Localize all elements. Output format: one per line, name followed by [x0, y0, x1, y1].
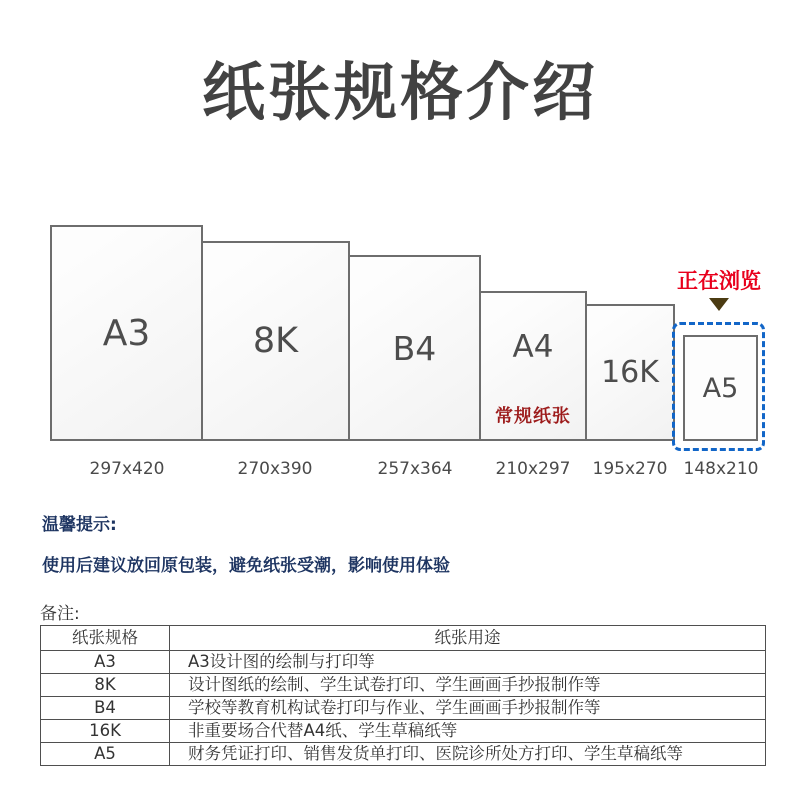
usage-cell: 学校等教育机构试卷打印与作业、学生画画手抄报制作等: [170, 697, 766, 720]
usage-cell: 财务凭证打印、销售发货单打印、医院诊所处方打印、学生草稿纸等: [170, 743, 766, 766]
usage-cell: 设计图纸的绘制、学生试卷打印、学生画画手抄报制作等: [170, 674, 766, 697]
paper-size-a5: 148x210: [683, 459, 759, 479]
paper-card-a4: [479, 291, 587, 441]
spec-cell: B4: [41, 697, 170, 720]
table-row: [41, 743, 766, 766]
page-title: 纸张规格介绍: [202, 56, 598, 129]
paper-card-8k: [201, 241, 350, 441]
table-row: [41, 674, 766, 697]
table-row: [41, 651, 766, 674]
paper-label-a3: A3: [102, 312, 151, 354]
tips-heading: 温馨提示:: [42, 515, 117, 535]
paper-size-16k: 195x270: [592, 459, 668, 479]
spec-cell: A3: [41, 651, 170, 674]
usage-cell: A3设计图的绘制与打印等: [170, 651, 766, 674]
tips-body: 使用后建议放回原包装，避免纸张受潮，影响使用体验: [42, 556, 450, 576]
paper-card-b4: [348, 255, 481, 441]
paper-label-a4: A4: [512, 329, 554, 365]
table-header-row: [41, 626, 766, 651]
paper-card-a3: [50, 225, 203, 441]
paper-card-16k: [585, 304, 675, 441]
spec-cell: 8K: [41, 674, 170, 697]
paper-label-16k: 16K: [601, 355, 659, 390]
paper-size-a3: 297x420: [89, 459, 165, 479]
paper-label-b4: B4: [392, 328, 437, 368]
usage-cell: 非重要场合代替A4纸、学生草稿纸等: [170, 720, 766, 743]
spec-cell: 16K: [41, 720, 170, 743]
table-header-usage: 纸张用途: [170, 626, 766, 651]
table-header-spec: 纸张规格: [41, 626, 170, 651]
browsing-arrow-icon: [709, 298, 729, 311]
paper-card-a5: [683, 335, 758, 441]
paper-size-a4: 210x297: [495, 459, 571, 479]
paper-usage-table: [40, 625, 766, 766]
table-row: [41, 720, 766, 743]
spec-cell: A5: [41, 743, 170, 766]
paper-label-8k: 8K: [252, 321, 299, 361]
paper-label-a5: A5: [702, 372, 739, 404]
table-row: [41, 697, 766, 720]
notes-heading: 备注:: [40, 604, 80, 624]
paper-size-8k: 270x390: [237, 459, 313, 479]
paper-size-b4: 257x364: [377, 459, 453, 479]
regular-paper-tag: 常规纸张: [495, 406, 571, 427]
browsing-label: 正在浏览: [677, 269, 761, 293]
